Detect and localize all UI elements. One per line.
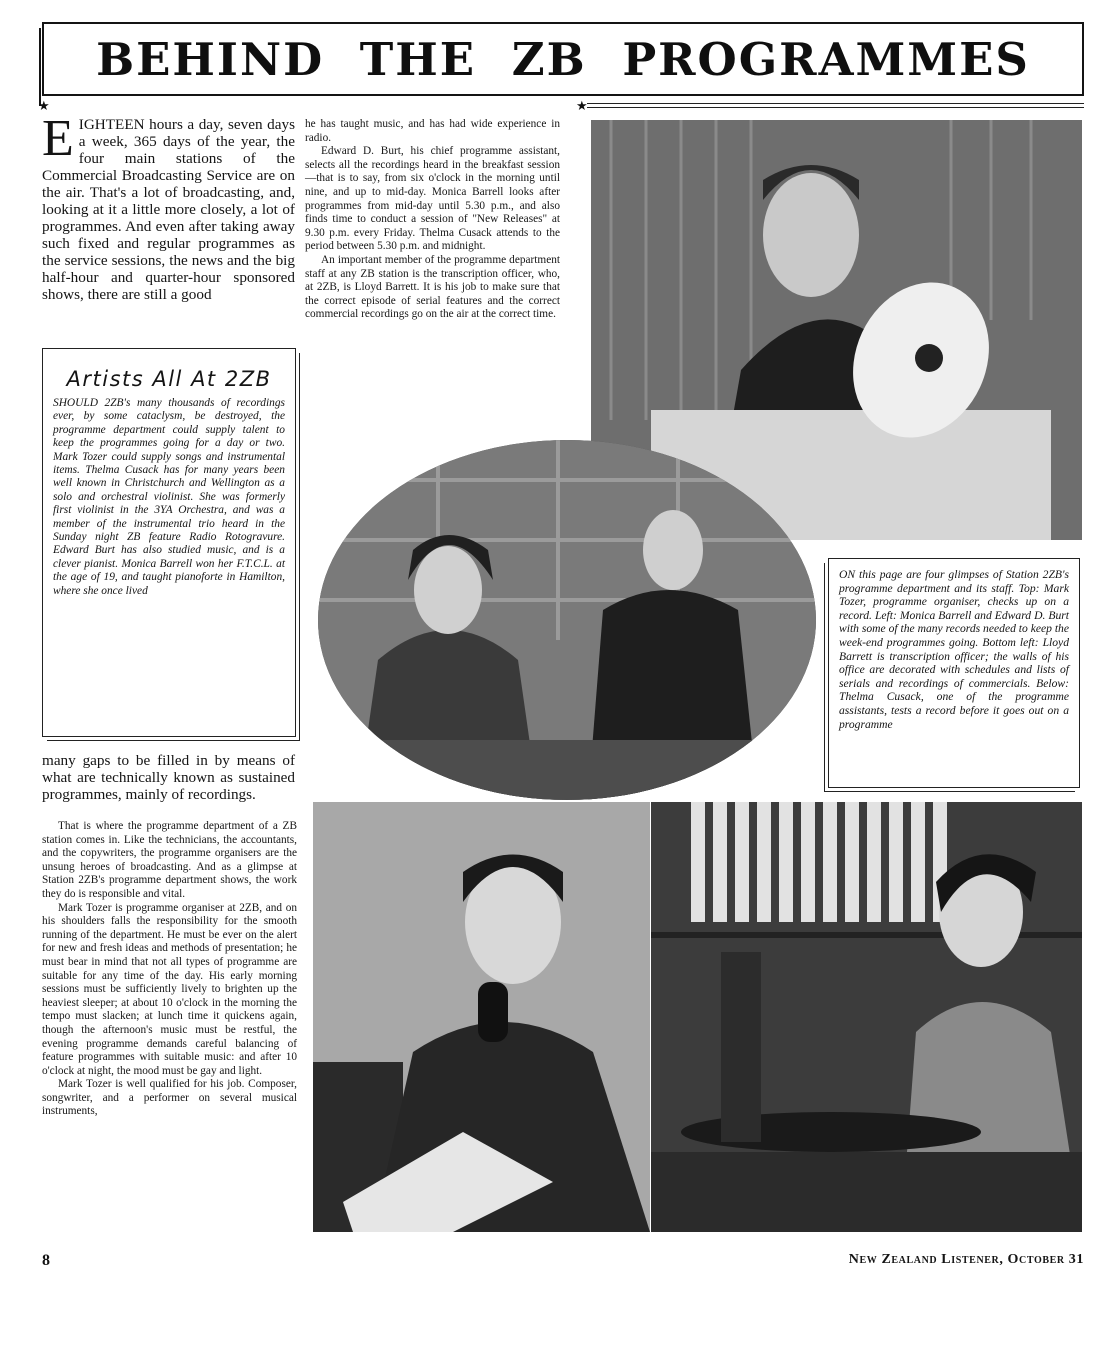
sidebar-box <box>42 348 296 737</box>
photo-caption: ON this page are four glimpses of Station 2ZB's programme department and its staff. Top: Mark Tozer, programme organiser, checks up on a record. Left: Monica Barrell and Edward D. Burt with some of the many records needed to keep the week-end programmes going. Bottom left: Lloyd Barrett is transcription officer; the walls of his office are decorated with schedules and lists of serials and recordings of commercials. Below: Thelma Cusack, one of the programme assistants, tests a record before it goes out on a programme <box>839 568 1069 731</box>
star-ornament-right-icon: ★ <box>576 99 588 114</box>
header-rule <box>587 103 1084 104</box>
paragraph: Edward D. Burt, his chief programme assistant, selects all the recordings heard in the breakfast session—that is to say, from six o'clock in the morning until nine, and up to mid-day. Monica Barrell looks after programmes from mid-day until 5.30 p.m., and also finds time to conduct a session of "New Releases" at 9.30 p.m. every Friday. Thelma Cusack attends to the period between 5.30 p.m. and midnight. <box>305 145 560 253</box>
sidebar-text: SHOULD 2ZB's many thousands of recordings ever, by some cataclysm, be destroyed, the programme department could supply talent to keep the programmes going for a day or two. Mark Tozer could supply songs and instrumental items. Thelma Cusack has for many years been well known in Christchurch and Wellington as a solo and orchestral violinist. She was formerly first violinist in the 3YA Orchestra, and was a member of the instrumental trio heard in the Sunday night ZB feature Radio Rotogravure. Edward Burt has also studied music, and is a clever pianist. Monica Barrell won her F.T.C.L. at the age of 19, and taught pianoforte in Hamilton, where she once lived <box>53 397 285 597</box>
article-column-2 <box>305 118 560 322</box>
star-ornament-left-icon: ★ <box>38 99 50 114</box>
photo-lloyd-barrett-image <box>313 802 650 1232</box>
paragraph: Mark Tozer is programme organiser at 2ZB, and on his shoulders falls the responsibility for the smooth running of the department. He must be ever on the alert for new and fresh ideas and methods of presentation; he must bear in mind that not all types of programme are suitable for any time of the day. His early morning sessions must be sufficiently lively to brighten up the heaviest sleeper; at about 10 o'clock in the morning the tempo must slacken; at lunch time it quickens again, though the afternoon's music must be restful, the evening programme demands careful balancing of feature programmes with suitable music: and after 10 o'clock at night, the mood must be gay and light. <box>42 901 297 1077</box>
photo-thelma-cusack <box>651 802 1082 1232</box>
page-number: 8 <box>42 1252 50 1269</box>
paragraph: That is where the programme department of a ZB station comes in. Like the technicians, the accountants, and the copywriters, the programme organisers are the unsung heroes of broadcasting. And as a glimpse at Station 2ZB's programme department shows, the work they do is responsible and vital. <box>42 820 297 900</box>
photo-barrell-and-burt-image <box>318 440 816 800</box>
publication-footer: New Zealand Listener, October 31 <box>848 1252 1084 1267</box>
intro-continuation: many gaps to be filled in by means of what are technically known as sustained programmes, mainly of recordings. <box>42 752 295 803</box>
header-rule-double <box>587 107 1084 108</box>
photo-lloyd-barrett <box>313 802 650 1232</box>
article-intro <box>42 110 295 303</box>
photo-barrell-and-burt <box>318 440 816 800</box>
paragraph: he has taught music, and has had wide experience in radio. <box>305 118 560 144</box>
page-title: BEHIND THE ZB PROGRAMMES <box>96 32 1030 86</box>
title-banner <box>42 22 1084 96</box>
photo-caption-box <box>828 558 1080 788</box>
photo-thelma-cusack-image <box>651 802 1082 1232</box>
paragraph: An important member of the programme department staff at any ZB station is the transcription officer, who, at 2ZB, is Lloyd Barrett. It is his job to make sure that the correct episode of serial features and the correct commercial recordings go on the air at the correct time. <box>305 253 560 321</box>
sidebar-title: Artists All At 2ZB <box>66 367 272 391</box>
article-column-1 <box>42 820 297 1119</box>
paragraph: Mark Tozer is well qualified for his job. Composer, songwriter, and a performer on several musical instruments, <box>42 1078 297 1118</box>
drop-cap: E <box>42 110 74 167</box>
intro-text: IGHTEEN hours a day, seven days a week, 365 days of the year, the four main stations of the Commercial Broadcasting Service are on the air. That's a lot of broadcasting, and, looking at it a little more closely, a lot of programmes. And even after taking away such fixed and regular programmes as the service sessions, the news and the big half-hour and quarter-hour sponsored shows, there are still a good <box>42 116 295 303</box>
